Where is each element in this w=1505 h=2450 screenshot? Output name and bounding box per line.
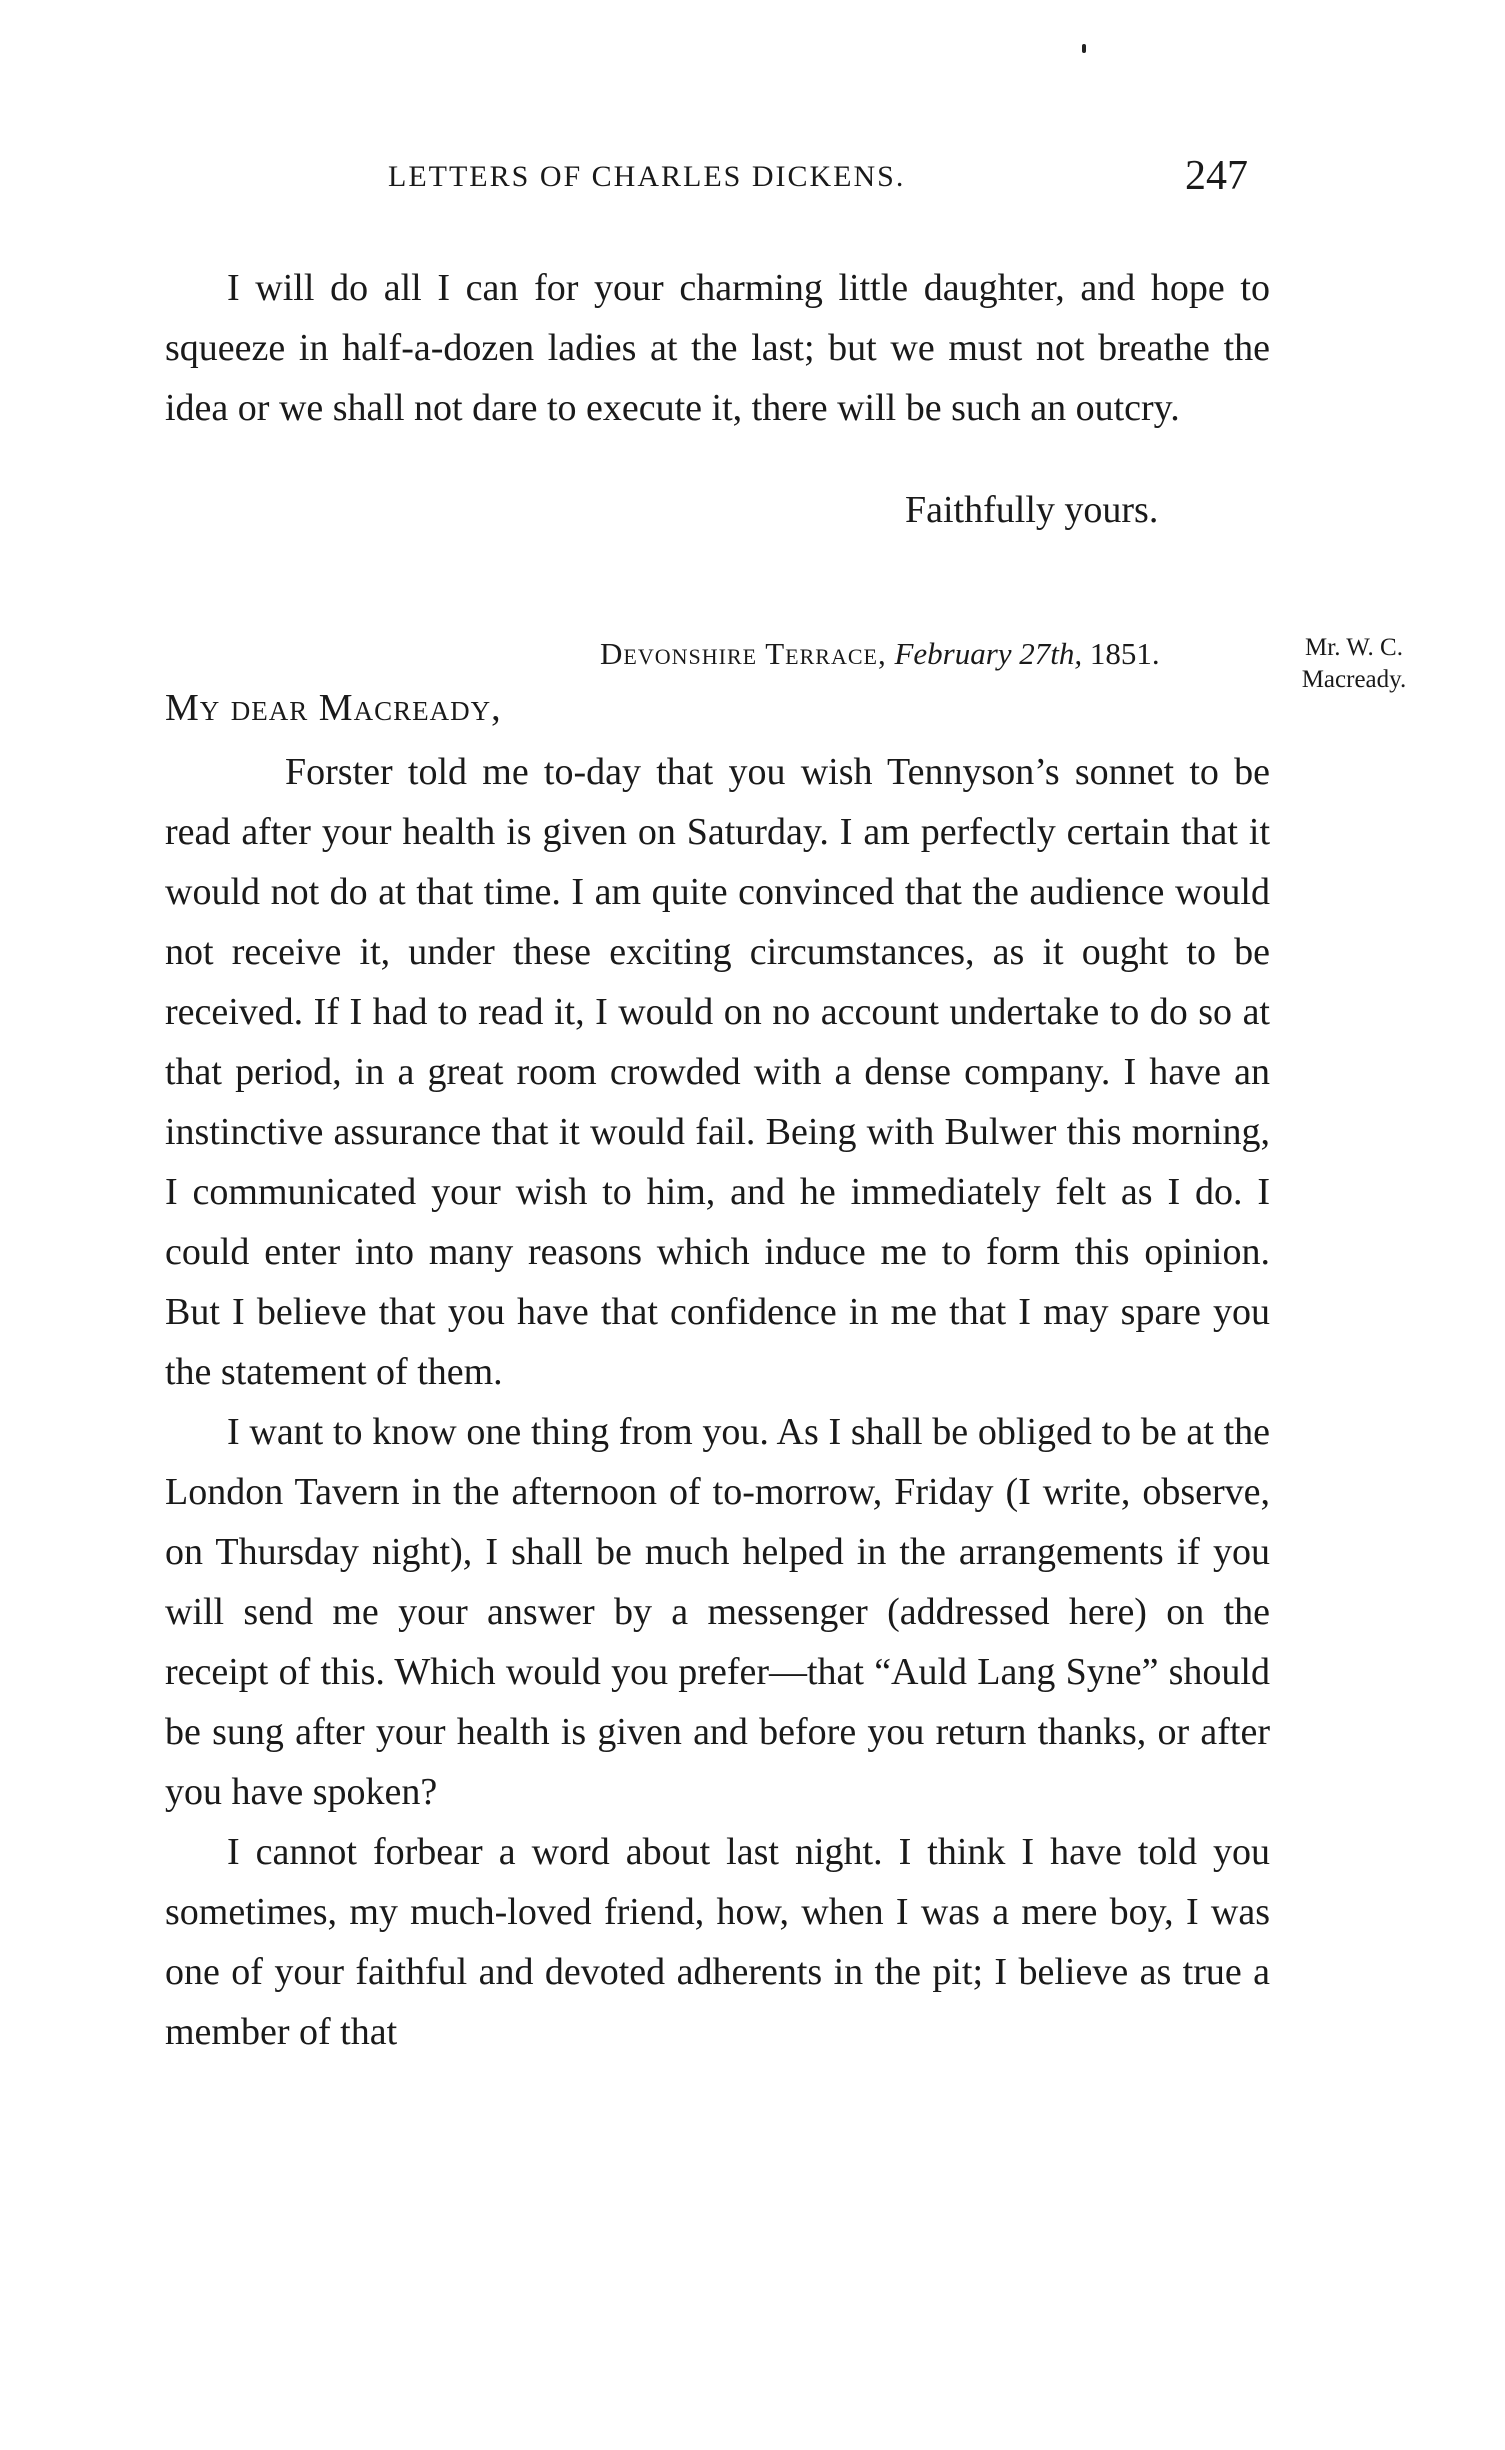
body-paragraph: I cannot forbear a word about last night. I think I have told you sometimes, my much-loved friend, how, when I was a mere boy, I was one of your faithful and devoted adherents in the pit; I believe as true a member of that: [165, 1831, 1270, 2053]
recipient-line-1: Mr. W. C.: [1305, 634, 1403, 661]
print-speck: [1082, 44, 1086, 53]
previous-letter-body: [165, 258, 1270, 438]
letter-body: [165, 742, 1270, 2062]
body-paragraph: I want to know one thing from you. As I shall be obliged to be at the London Tavern in the afternoon of to-morrow, Friday (I write, observe, on Thursday night), I shall be much helped in the arrangements if you will send me your answer by a messenger (addressed here) on the receipt of this. Which would you prefer—that “Auld Lang Syne” should be sung after your health is given and before you return thanks, or after you have spoken?: [165, 1411, 1270, 1813]
dateline-year: 1851.: [1089, 636, 1160, 671]
running-header-title: LETTERS OF CHARLES DICKENS.: [388, 160, 906, 193]
page-number: 247: [1185, 153, 1248, 199]
dateline-place: Devonshire Terrace,: [600, 636, 887, 671]
margin-note-recipient: [1284, 632, 1424, 696]
letter-salutation: My dear Macready,: [165, 687, 502, 729]
letter-dateline: [600, 632, 1160, 676]
previous-letter-paragraph: I will do all I can for your charming little daughter, and hope to squeeze in half-a-dozen ladies at the last; but we must not breathe the idea or we shall not dare to execute it, there will be such an outcry.: [165, 267, 1270, 429]
letter-closing: Faithfully yours.: [905, 489, 1159, 531]
body-paragraph: Forster told me to-day that you wish Tennyson’s sonnet to be read after your health is given on Saturday. I am perfectly certain that it would not do at that time. I am quite convinced that the audience would not receive it, under these exciting circumstances, as it ought to be received. If I had to read it, I would on no account undertake to do so at that period, in a great room crowded with a dense company. I have an instinctive assurance that it would fail. Being with Bulwer this morning, I communicated your wish to him, and he immediately felt as I do. I could enter into many reasons which induce me to form this opinion. But I believe that you have that confidence in me that I may spare you the statement of them.: [165, 751, 1270, 1393]
dateline-date: February 27th,: [894, 636, 1083, 671]
recipient-line-2: Macready.: [1301, 666, 1407, 693]
